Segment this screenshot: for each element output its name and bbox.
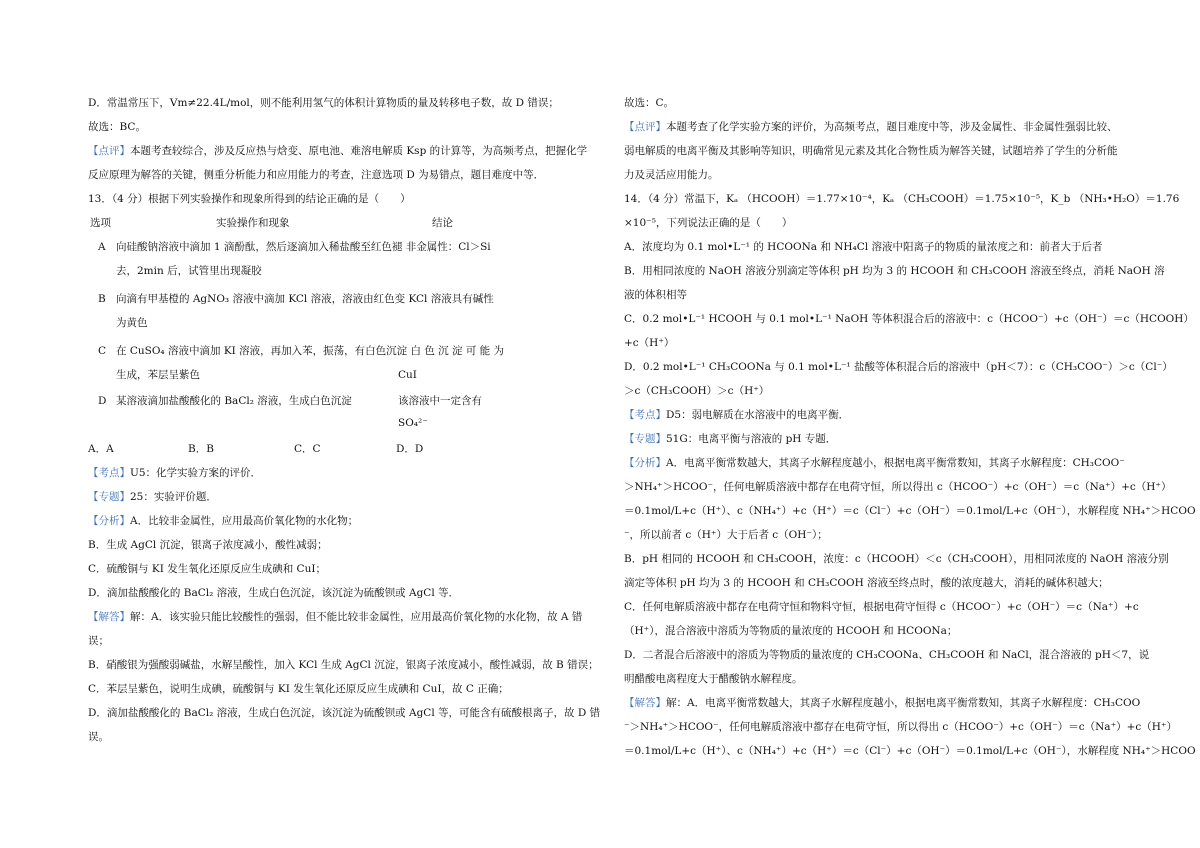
zhuanti-text: 51G：电离平衡与溶液的 pH 专题． [666, 433, 837, 445]
q14-option-c2: +c（H⁺） [624, 337, 675, 349]
q14-option-a: A．浓度均为 0.1 mol•L⁻¹ 的 HCOONa 和 NH₄Cl 溶液中阳离子的物质的量浓度之和：前者大于后者 [624, 241, 1103, 253]
table-head-operation: 实验操作和现象 [216, 217, 290, 229]
jieda [88, 610, 582, 624]
choice-c: C．C [294, 443, 321, 455]
row-a-line1: 向硅酸钠溶液中滴加 1 滴酚酞，然后逐滴加入稀盐酸至红色褪 非金属性：Cl＞Si [116, 241, 491, 253]
fenxi-tag: 【分析】 [624, 457, 666, 469]
q14-option-b1: B．用相同浓度的 NaOH 溶液分别滴定等体积 pH 均为 3 的 HCOOH 和 CH₃COOH 溶液至终点，消耗 NaOH 溶 [624, 265, 1165, 277]
dianping-cont-1: 弱电解质的电离平衡及其影响等知识，明确常见元素及其化合物性质为解答关键，试题培养了学生的分析能 [624, 145, 1118, 157]
q14-stem-1: 14．（4 分）常温下，Kₐ （HCOOH）＝1.77×10⁻⁴，Kₐ （CH₃COOH）＝1.75×10⁻⁵，K_b （NH₃•H₂O）＝1.76 [624, 193, 1180, 205]
fenxi-1: A．电离平衡常数越大，其离子水解程度越小，根据电离平衡常数知，其离子水解程度：CH₃COO⁻ [666, 457, 1125, 469]
q14-stem-2: ×10⁻⁵，下列说法正确的是（ ） [624, 217, 793, 229]
zhuanti-tag: 【专题】 [88, 491, 130, 503]
q13-answer: 故选：C。 [624, 97, 675, 109]
fenxi-4: ⁻，所以前者 c（H⁺）大于后者 c（OH⁻）； [624, 529, 828, 541]
row-d-conclusion2: SO₄²⁻ [398, 417, 428, 429]
row-d-label: D [98, 395, 107, 407]
fenxi-6: 滴定等体积 pH 均为 3 的 HCOOH 和 CH₃COOH 溶液至终点时，酸的浓度越大，消耗的碱体积越大； [624, 577, 1109, 589]
q13-stem: 13．（4 分）根据下列实验操作和现象所得到的结论正确的是（ ） [88, 193, 411, 205]
table-head-conclusion: 结论 [432, 217, 453, 229]
jieda-d2: 误。 [88, 731, 109, 743]
kaodian [88, 466, 261, 480]
jieda-1: 解：A．电离平衡常数越大，其离子水解程度越小，根据电离平衡常数知，其离子水解程度：CH₃COO [666, 697, 1141, 709]
jieda-d1: D．滴加盐酸酸化的 BaCl₂ 溶液，生成白色沉淀，该沉淀为硫酸钡或 AgCl 等，可能含有硫酸根离子，故 D 错 [88, 707, 601, 719]
row-c-line1: 在 CuSO₄ 溶液中滴加 KI 溶液，再加入苯，振荡，有白色沉淀 白 色 沉 淀 可 能 为 [116, 345, 505, 357]
choice-b: B．B [188, 443, 214, 455]
prev-dianping-cont: 反应原理为解答的关键，侧重分析能力和应用能力的考查，注意选项 D 为易错点，题目难度中等． [88, 169, 545, 181]
jieda-tag: 【解答】 [624, 697, 666, 709]
kaodian-text: U5：化学实验方案的评价． [130, 467, 262, 479]
row-b-line1: 向滴有甲基橙的 AgNO₃ 溶液中滴加 KCl 溶液，溶液由红色变 KCl 溶液具有碱性 [116, 293, 494, 305]
q14-option-d1: D．0.2 mol•L⁻¹ CH₃COONa 与 0.1 mol•L⁻¹ 盐酸等体积混合后的溶液中（pH＜7）：c（CH₃COO⁻）＞c（Cl⁻） [624, 361, 1173, 373]
fenxi-10: 明醋酸电离程度大于醋酸钠水解程度。 [624, 673, 803, 685]
jieda-3: ＝0.1mol/L+c（H⁺）、c（NH₄⁺）+c（H⁺）＝c（Cl⁻）+c（OH⁻）＝0.1mol/L+c（OH⁻），水解程度 NH₄⁺＞HCOO [624, 745, 1196, 757]
prev-dianping [88, 144, 587, 158]
fenxi-9: D．二者混合后溶液中的溶质为等物质的量浓度的 CH₃COONa、CH₃COOH 和 NaCl，混合溶液的 pH＜7，说 [624, 649, 1150, 661]
jieda [624, 696, 1140, 710]
fenxi [624, 456, 1125, 470]
fenxi-a: A．比较非金属性，应用最高价氧化物的水化物； [130, 515, 359, 527]
jieda-a2: 误； [88, 635, 109, 647]
dianping-text: 本题考查较综合，涉及反应热与焓变、原电池、难溶电解质 Ksp 的计算等，为高频考点，把握化学 [130, 145, 588, 157]
dianping [624, 120, 1118, 134]
row-b-label: B [98, 293, 106, 305]
fenxi-2: ＞NH₄⁺＞HCOO⁻，任何电解质溶液中都存在电荷守恒，所以得出 c（HCOO⁻）+c（OH⁻）＝c（Na⁺）+c（H⁺） [624, 481, 1172, 493]
prev-option-d: D．常温常压下，Vm≠22.4L/mol，则不能利用氢气的体积计算物质的量及转移电子数，故 D 错误； [88, 97, 559, 109]
row-d-conclusion1: 该溶液中一定含有 [398, 395, 482, 407]
choice-d: D．D [396, 443, 424, 455]
fenxi-c: C．硫酸铜与 KI 发生氧化还原反应生成碘和 CuI； [88, 563, 326, 575]
q14-option-c1: C．0.2 mol•L⁻¹ HCOOH 与 0.1 mol•L⁻¹ NaOH 等体积混合后的溶液中：c（HCOO⁻）+c（OH⁻）＝c（HCOOH） [624, 313, 1194, 325]
dianping-text: 本题考查了化学实验方案的评价，为高频考点，题目难度中等，涉及金属性、非金属性强弱比较、 [666, 121, 1118, 133]
dianping-tag: 【点评】 [624, 121, 666, 133]
row-c-label: C [98, 345, 107, 357]
row-a-line2: 去，2min 后，试管里出现凝胶 [116, 265, 262, 277]
kaodian [624, 408, 849, 422]
table-head-option: 选项 [90, 217, 111, 229]
zhuanti-tag: 【专题】 [624, 433, 666, 445]
row-b-line2: 为黄色 [116, 317, 148, 329]
fenxi-8: （H⁺），混合溶液中溶质为等物质的量浓度的 HCOOH 和 HCOONa； [624, 625, 958, 637]
dianping-cont-2: 力及灵活应用能力。 [624, 169, 719, 181]
kaodian-tag: 【考点】 [624, 409, 666, 421]
fenxi-d: D．滴加盐酸酸化的 BaCl₂ 溶液，生成白色沉淀，该沉淀为硫酸钡或 AgCl 等． [88, 587, 460, 599]
jieda-c: C．苯层呈紫色，说明生成碘，硫酸铜与 KI 发生氧化还原反应生成碘和 CuI，故 C 正确； [88, 683, 509, 695]
fenxi-tag: 【分析】 [88, 515, 130, 527]
kaodian-tag: 【考点】 [88, 467, 130, 479]
fenxi [88, 514, 358, 528]
row-d-line1: 某溶液滴加盐酸酸化的 BaCl₂ 溶液，生成白色沉淀 [116, 395, 352, 407]
row-a-label: A [98, 241, 106, 253]
jieda-a1: 解：A．该实验只能比较酸性的强弱，但不能比较非金属性，应用最高价氧化物的水化物，故 A 错 [130, 611, 583, 623]
fenxi-5: B．pH 相同的 HCOOH 和 CH₃COOH，浓度：c（HCOOH）＜c（CH₃COOH），用相同浓度的 NaOH 溶液分别 [624, 553, 1169, 565]
choice-a: A．A [88, 443, 114, 455]
fenxi-7: C．任何电解质溶液中都存在电荷守恒和物料守恒，根据电荷守恒得 c（HCOO⁻）+c（OH⁻）＝c（Na⁺）+c [624, 601, 1139, 613]
zhuanti [624, 432, 836, 446]
zhuanti-text: 25：实验评价题． [130, 491, 217, 503]
q14-option-d2: ＞c（CH₃COOH）＞c（H⁺） [624, 385, 770, 397]
dianping-tag: 【点评】 [88, 145, 130, 157]
zhuanti [88, 490, 217, 504]
jieda-b: B．硝酸银为强酸弱碱盐，水解呈酸性，加入 KCl 生成 AgCl 沉淀，银离子浓度减小，酸性减弱，故 B 错误； [88, 659, 599, 671]
q14-option-b2: 液的体积相等 [624, 289, 687, 301]
kaodian-text: D5：弱电解质在水溶液中的电离平衡． [666, 409, 850, 421]
jieda-tag: 【解答】 [88, 611, 130, 623]
fenxi-3: ＝0.1mol/L+c（H⁺）、c（NH₄⁺）+c（H⁺）＝c（Cl⁻）+c（OH⁻）＝0.1mol/L+c（OH⁻），水解程度 NH₄⁺＞HCOO [624, 505, 1196, 517]
row-c-line2: 生成，苯层呈紫色 [116, 369, 200, 381]
prev-answer: 故选：BC。 [88, 121, 146, 133]
row-c-conclusion2: CuI [398, 369, 417, 381]
fenxi-b: B．生成 AgCl 沉淀，银离子浓度减小，酸性减弱； [88, 539, 328, 551]
jieda-2: ⁻＞NH₄⁺＞HCOO⁻，任何电解质溶液中都存在电荷守恒，所以得出 c（HCOO⁻）+c（OH⁻）＝c（Na⁺）+c（H⁺） [624, 721, 1177, 733]
